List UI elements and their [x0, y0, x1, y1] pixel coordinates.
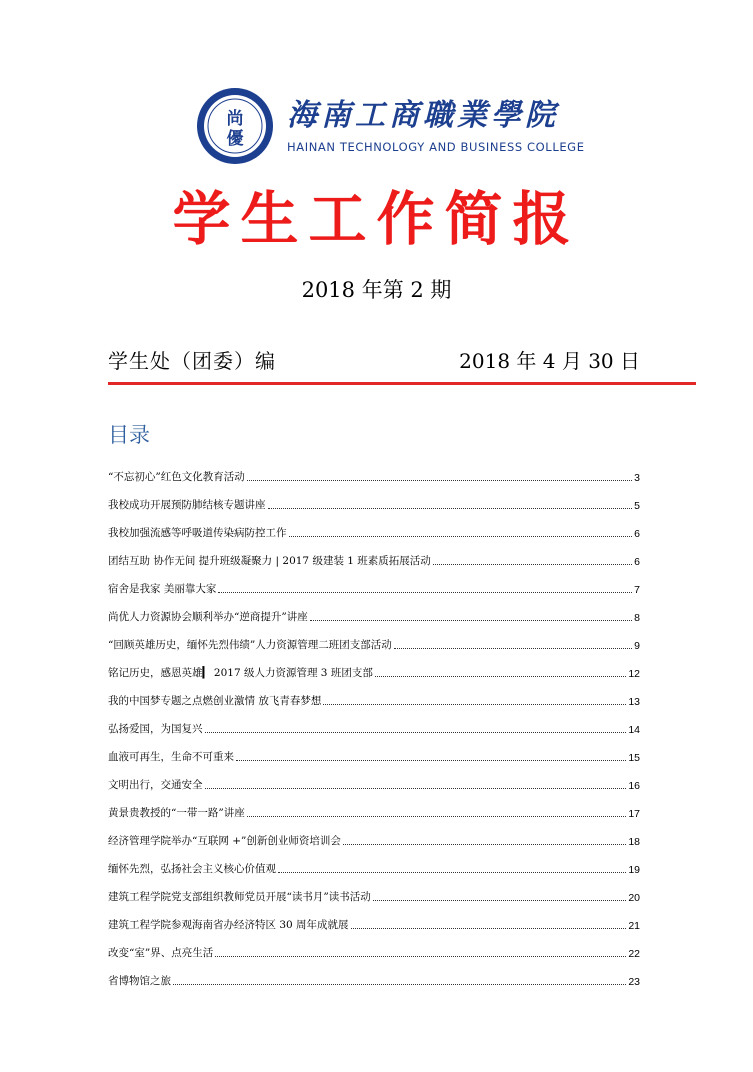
- toc-entry-title: 改变“室”界、点亮生活: [108, 947, 214, 959]
- toc-entry-page: 12: [628, 668, 640, 680]
- toc-leader-dots: [278, 872, 626, 873]
- toc-leader-dots: [247, 480, 632, 481]
- toc-entry-title: 铭记历史，感恩英雄▎ 2017 级人力资源管理 3 班团支部: [108, 667, 373, 679]
- toc-leader-dots: [433, 564, 632, 565]
- toc-entry-page: 5: [634, 500, 640, 512]
- seal-char-1: 尚: [226, 109, 244, 129]
- college-logo: [195, 86, 585, 166]
- toc-entry-title: 黄景贵教授的“一带一路”讲座: [108, 807, 245, 819]
- bulletin-title: 学生工作简报: [172, 185, 581, 253]
- issue-number: 2018 年第 2 期: [301, 278, 452, 302]
- toc-entry-page: 6: [634, 556, 640, 568]
- toc-leader-dots: [394, 648, 632, 649]
- toc-entry-page: 7: [634, 584, 640, 596]
- toc-entry-title: 文明出行，交通安全: [108, 779, 203, 791]
- toc-heading: 目录: [108, 423, 150, 447]
- toc-entry[interactable]: [108, 904, 640, 932]
- toc-entry-title: “回顾英雄历史，缅怀先烈伟绩”人力资源管理二班团支部活动: [108, 639, 392, 651]
- editor-line: 学生处（团委）编: [108, 349, 276, 373]
- toc-entry-title: 缅怀先烈，弘扬社会主义核心价值观: [108, 863, 276, 875]
- toc-entry[interactable]: [108, 708, 640, 736]
- toc-entry-title: 建筑工程学院参观海南省办经济特区 30 周年成就展: [108, 919, 349, 931]
- toc-entry[interactable]: [108, 484, 640, 512]
- toc-leader-dots: [343, 844, 626, 845]
- toc-leader-dots: [205, 732, 627, 733]
- toc-entry-title: 弘扬爱国，为国复兴: [108, 723, 203, 735]
- toc-leader-dots: [375, 676, 626, 677]
- toc-entry[interactable]: [108, 848, 640, 876]
- toc-entry-title: 我校成功开展预防肺结核专题讲座: [108, 499, 266, 511]
- toc-entry[interactable]: [108, 624, 640, 652]
- toc-entry-page: 13: [628, 696, 640, 708]
- toc-leader-dots: [323, 704, 626, 705]
- toc-entry[interactable]: [108, 596, 640, 624]
- toc-entry-title: 省博物馆之旅: [108, 975, 171, 987]
- toc-entry-title: 建筑工程学院党支部组织教师党员开展“读书月”读书活动: [108, 891, 371, 903]
- toc-entry-title: 宿舍是我家 美丽靠大家: [108, 583, 217, 595]
- toc-entry-page: 9: [634, 640, 640, 652]
- toc-entry[interactable]: [108, 792, 640, 820]
- toc-leader-dots: [205, 788, 627, 789]
- toc-entry[interactable]: [108, 736, 640, 764]
- toc-entry[interactable]: [108, 932, 640, 960]
- toc-entry-title: 我的中国梦专题之点燃创业激情 放飞青春梦想: [108, 695, 322, 707]
- toc-entry[interactable]: [108, 680, 640, 708]
- toc-leader-dots: [215, 956, 626, 957]
- toc-entry-page: 17: [628, 808, 640, 820]
- header-divider: [108, 382, 696, 385]
- toc-entry-title: “不忘初心”红色文化教育活动: [108, 471, 245, 483]
- toc-entry-page: 3: [634, 472, 640, 484]
- toc-entry[interactable]: [108, 568, 640, 596]
- toc-entry-page: 16: [628, 780, 640, 792]
- toc-entry-page: 22: [628, 948, 640, 960]
- toc-entry[interactable]: [108, 456, 640, 484]
- college-name-cn: 海南工商職業學院: [287, 98, 559, 133]
- toc-entry[interactable]: [108, 764, 640, 792]
- toc-leader-dots: [310, 620, 632, 621]
- toc-leader-dots: [351, 928, 627, 929]
- toc-entry-title: 团结互助 协作无间 提升班级凝聚力 | 2017 级建装 1 班素质拓展活动: [108, 555, 431, 567]
- toc-entry-title: 经济管理学院举办“互联网 +”创新创业师资培训会: [108, 835, 341, 847]
- toc-entry[interactable]: [108, 540, 640, 568]
- college-seal-icon: [195, 86, 275, 166]
- toc-entry-page: 23: [628, 976, 640, 988]
- toc-entry-title: 血液可再生，生命不可重来: [108, 751, 234, 763]
- toc-entry-page: 18: [628, 836, 640, 848]
- toc-entry-page: 21: [628, 920, 640, 932]
- toc-entry[interactable]: [108, 512, 640, 540]
- toc-entry[interactable]: [108, 652, 640, 680]
- toc-leader-dots: [373, 900, 627, 901]
- toc-leader-dots: [173, 984, 626, 985]
- toc-entry[interactable]: [108, 820, 640, 848]
- toc-leader-dots: [268, 508, 633, 509]
- toc-leader-dots: [218, 592, 632, 593]
- toc-entry[interactable]: [108, 960, 640, 988]
- toc-leader-dots: [247, 816, 627, 817]
- toc-entry-page: 20: [628, 892, 640, 904]
- toc-leader-dots: [289, 536, 633, 537]
- toc-entry-title: 尚优人力资源协会顺利举办“逆商提升”讲座: [108, 611, 308, 623]
- toc-entry[interactable]: [108, 876, 640, 904]
- toc-leader-dots: [236, 760, 626, 761]
- toc-entry-title: 我校加强流感等呼吸道传染病防控工作: [108, 527, 287, 539]
- seal-char-2: 優: [226, 129, 244, 149]
- toc-entry-page: 15: [628, 752, 640, 764]
- toc-entry-page: 6: [634, 528, 640, 540]
- toc-entry-page: 8: [634, 612, 640, 624]
- college-name-en: HAINAN TECHNOLOGY AND BUSINESS COLLEGE: [287, 140, 585, 154]
- toc-entry-page: 19: [628, 864, 640, 876]
- publication-date: 2018 年 4 月 30 日: [459, 349, 640, 373]
- table-of-contents: [108, 456, 640, 988]
- toc-entry-page: 14: [628, 724, 640, 736]
